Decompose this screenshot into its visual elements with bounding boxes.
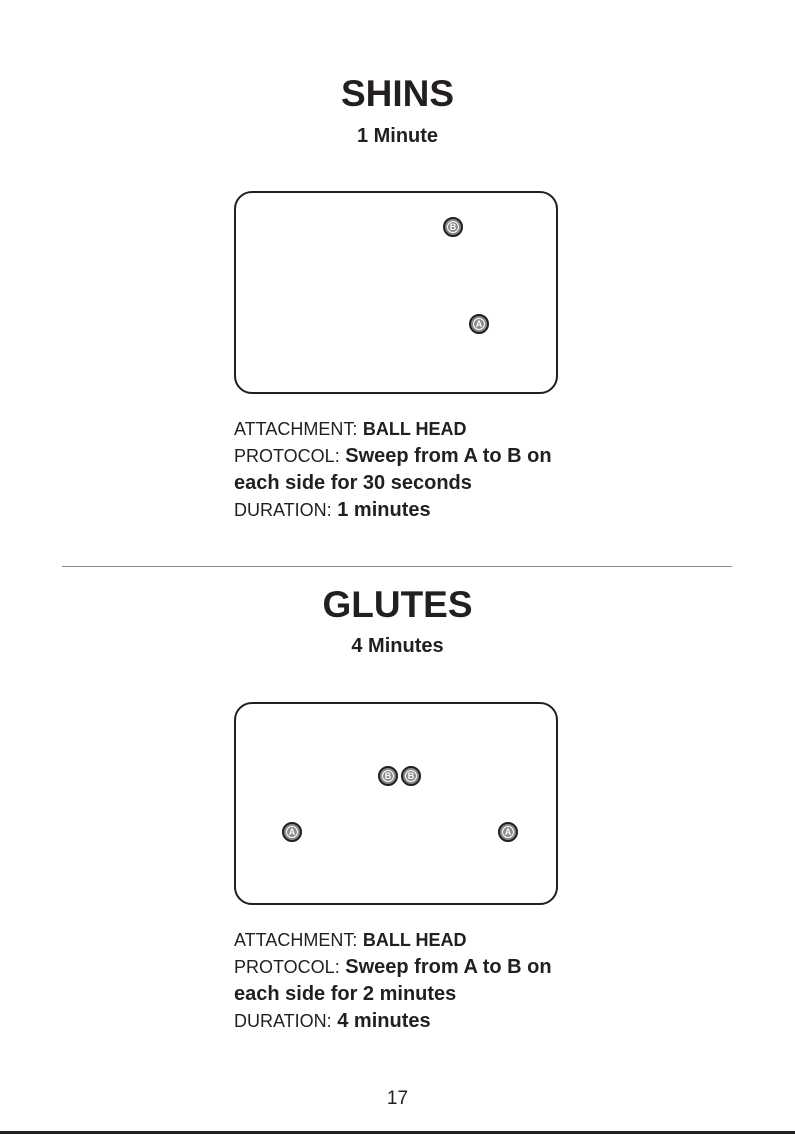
protocol-value: Sweep from A to B on — [345, 956, 552, 978]
section-duration-shins: 1 Minute — [356, 125, 439, 147]
marker-a-icon: A — [469, 314, 489, 334]
section-title-glutes: GLUTES — [322, 584, 473, 625]
duration-label: DURATION: — [234, 1011, 332, 1031]
duration-value: 1 minutes — [337, 499, 431, 521]
bottom-rule — [0, 1131, 795, 1134]
protocol-value: Sweep from A to B on — [345, 445, 552, 467]
section-title-shins: SHINS — [340, 73, 455, 114]
attachment-line — [234, 416, 614, 443]
marker-b-icon: B — [378, 766, 398, 786]
protocol-line — [234, 443, 614, 470]
section-duration-glutes: 4 Minutes — [351, 635, 444, 657]
image-frame-shins — [234, 191, 558, 394]
protocol-label: PROTOCOL: — [234, 446, 340, 466]
protocol-value-continued: each side for 30 seconds — [234, 472, 472, 494]
duration-line — [234, 497, 614, 524]
marker-b-icon: B — [443, 217, 463, 237]
duration-line — [234, 1008, 614, 1035]
instructions-glutes — [234, 927, 614, 1035]
duration-label: DURATION: — [234, 500, 332, 520]
section-divider — [62, 566, 732, 567]
attachment-value: BALL HEAD — [362, 930, 467, 950]
attachment-line — [234, 927, 614, 954]
protocol-line — [234, 954, 614, 981]
attachment-label: ATTACHMENT: — [234, 930, 358, 950]
page-number: 17 — [386, 1088, 409, 1109]
protocol-label: PROTOCOL: — [234, 957, 340, 977]
protocol-value-continued: each side for 2 minutes — [234, 983, 457, 1005]
attachment-value: BALL HEAD — [362, 419, 467, 439]
image-frame-glutes — [234, 702, 558, 905]
attachment-label: ATTACHMENT: — [234, 419, 358, 439]
protocol-line-continued — [234, 470, 614, 497]
marker-a-icon: A — [498, 822, 518, 842]
instructions-shins — [234, 416, 614, 524]
marker-b-icon: B — [401, 766, 421, 786]
protocol-line-continued — [234, 981, 614, 1008]
marker-a-icon: A — [282, 822, 302, 842]
duration-value: 4 minutes — [337, 1010, 431, 1032]
